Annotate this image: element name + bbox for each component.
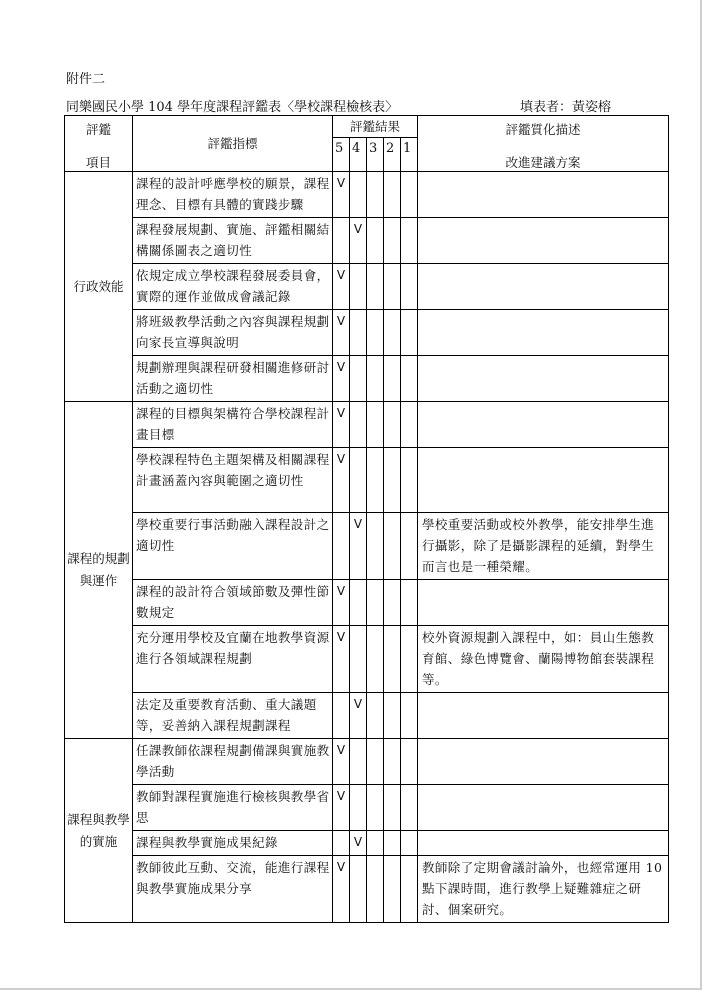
check-mark: V [353,222,363,236]
score-cell-2 [384,739,401,785]
score-cell-4 [350,580,367,626]
score-cell-2 [384,448,401,513]
category-cell: 課程的規劃與運作 [65,402,133,739]
score-cell-4 [350,739,367,785]
score-cell-3 [367,310,384,356]
score-cell-5 [333,402,350,448]
description-cell [418,448,669,513]
table-row [65,448,669,513]
indicator-cell: 將班級教學活動之內容與課程規劃向家長宣導與說明 [133,310,333,356]
score-cell-2 [384,356,401,402]
score-header-4: 4 [350,138,367,172]
indicator-cell: 學校課程特色主題架構及相關課程計畫涵蓋內容與範圍之適切性 [133,448,333,513]
check-mark: V [353,835,363,849]
check-mark: V [336,176,346,190]
table-row [65,218,669,264]
score-cell-3 [367,402,384,448]
check-mark: V [336,584,346,598]
description-cell [418,693,669,739]
check-mark: V [353,517,363,531]
table-row [65,172,669,218]
score-cell-2 [384,693,401,739]
score-cell-1 [401,172,418,218]
document-title: 同樂國民小學 104 學年度課程評鑑表〈學校課程檢核表〉 [66,100,399,115]
score-cell-2 [384,264,401,310]
score-cell-4 [350,513,367,580]
score-cell-2 [384,831,401,856]
score-cell-2 [384,856,401,923]
table-row [65,356,669,402]
score-cell-4 [350,626,367,693]
score-cell-5 [333,856,350,923]
score-cell-4 [350,693,367,739]
table-row [65,856,669,923]
document-title-line [66,96,666,115]
indicator-cell: 課程的目標與架構符合學校課程計畫目標 [133,402,333,448]
annex-label: 附件二 [66,72,106,87]
score-cell-5 [333,513,350,580]
score-cell-5 [333,580,350,626]
score-cell-3 [367,356,384,402]
score-cell-3 [367,693,384,739]
filler-name: 填表者：黃姿榕 [520,100,612,115]
indicator-cell: 課程的設計符合領域節數及彈性節數規定 [133,580,333,626]
score-cell-5 [333,448,350,513]
score-cell-3 [367,448,384,513]
score-cell-4 [350,218,367,264]
category-cell: 行政效能 [65,172,133,402]
score-cell-5 [333,172,350,218]
score-cell-3 [367,513,384,580]
score-cell-5 [333,310,350,356]
score-cell-5 [333,218,350,264]
score-cell-1 [401,693,418,739]
table-row [65,580,669,626]
indicator-cell: 依規定成立學校課程發展委員會，實際的運作並做成會議記錄 [133,264,333,310]
indicator-cell: 規劃辦理與課程研發相關進修研討活動之適切性 [133,356,333,402]
table-row [65,693,669,739]
score-cell-4 [350,831,367,856]
evaluation-table [64,115,669,923]
description-cell [418,785,669,831]
score-cell-2 [384,172,401,218]
table-row [65,513,669,580]
score-cell-3 [367,626,384,693]
score-cell-5 [333,785,350,831]
score-cell-4 [350,448,367,513]
score-cell-1 [401,831,418,856]
score-cell-2 [384,310,401,356]
score-cell-3 [367,580,384,626]
score-cell-3 [367,785,384,831]
score-header-1: 1 [401,138,418,172]
indicator-cell: 教師對課程實施進行檢核與教學省思 [133,785,333,831]
table-row [65,785,669,831]
description-cell [418,580,669,626]
header-description [418,116,669,172]
check-mark: V [336,860,346,874]
score-cell-2 [384,785,401,831]
score-cell-1 [401,739,418,785]
description-cell [418,172,669,218]
header-description-top: 評鑑質化描述 [505,122,581,137]
header-result: 評鑑結果 [333,116,418,138]
header-indicator: 評鑑指標 [133,116,333,172]
indicator-cell: 課程發展規劃、實施、評鑑相關結構關係圖表之適切性 [133,218,333,264]
indicator-cell: 任課教師依課程規劃備課與實施教學活動 [133,739,333,785]
description-cell [418,739,669,785]
score-cell-1 [401,310,418,356]
score-cell-3 [367,264,384,310]
description-cell [418,402,669,448]
score-header-3: 3 [367,138,384,172]
score-cell-5 [333,693,350,739]
check-mark: V [336,360,346,374]
check-mark: V [336,452,346,466]
score-cell-2 [384,626,401,693]
header-item-top: 評鑑 [85,122,111,137]
score-cell-4 [350,402,367,448]
score-cell-1 [401,785,418,831]
score-cell-4 [350,356,367,402]
description-cell: 學校重要活動或校外教學，能安排學生進行攝影，除了是攝影課程的延續，對學生而言也是一種榮耀。 [418,513,669,580]
score-header-2: 2 [384,138,401,172]
table-row [65,626,669,693]
score-cell-1 [401,626,418,693]
score-cell-2 [384,402,401,448]
score-cell-3 [367,856,384,923]
indicator-cell: 充分運用學校及宜蘭在地教學資源進行各領域課程規劃 [133,626,333,693]
score-cell-5 [333,626,350,693]
score-cell-5 [333,356,350,402]
category-cell: 課程與教學的實施 [65,739,133,923]
description-cell: 校外資源規劃入課程中，如：員山生態教育館、綠色博覽會、蘭陽博物館套裝課程等。 [418,626,669,693]
score-cell-1 [401,402,418,448]
score-cell-4 [350,785,367,831]
check-mark: V [336,314,346,328]
score-cell-1 [401,218,418,264]
score-cell-2 [384,218,401,264]
header-description-bottom: 改進建議方案 [505,155,581,170]
description-cell [418,310,669,356]
score-cell-4 [350,310,367,356]
score-cell-4 [350,264,367,310]
score-cell-1 [401,513,418,580]
table-row [65,264,669,310]
score-header-5: 5 [333,138,350,172]
score-cell-1 [401,580,418,626]
score-cell-4 [350,172,367,218]
score-cell-2 [384,580,401,626]
description-cell: 教師除了定期會議討論外，也經常運用 10 點下課時間，進行教學上疑難雜症之研討、個案研究。 [418,856,669,923]
description-cell [418,264,669,310]
indicator-cell: 法定及重要教育活動、重大議題等，妥善納入課程規劃課程 [133,693,333,739]
header-item-bottom: 項目 [85,155,111,170]
check-mark: V [336,743,346,757]
indicator-cell: 學校重要行事活動融入課程設計之適切性 [133,513,333,580]
score-cell-3 [367,172,384,218]
check-mark: V [336,789,346,803]
table-row [65,402,669,448]
table-row [65,831,669,856]
indicator-cell: 教師彼此互動、交流，能進行課程與教學實施成果分享 [133,856,333,923]
description-cell [418,831,669,856]
score-cell-5 [333,739,350,785]
description-cell [418,218,669,264]
score-cell-3 [367,831,384,856]
indicator-cell: 課程與教學實施成果紀錄 [133,831,333,856]
check-mark: V [353,697,363,711]
score-cell-3 [367,218,384,264]
check-mark: V [336,268,346,282]
header-item [65,116,133,172]
check-mark: V [336,630,346,644]
score-cell-5 [333,264,350,310]
score-cell-1 [401,856,418,923]
table-row [65,310,669,356]
indicator-cell: 課程的設計呼應學校的願景，課程理念、目標有具體的實踐步驟 [133,172,333,218]
check-mark: V [336,406,346,420]
score-cell-3 [367,739,384,785]
description-cell [418,356,669,402]
score-cell-1 [401,264,418,310]
score-cell-4 [350,856,367,923]
table-row [65,739,669,785]
score-cell-1 [401,448,418,513]
score-cell-1 [401,356,418,402]
score-cell-2 [384,513,401,580]
score-cell-5 [333,831,350,856]
